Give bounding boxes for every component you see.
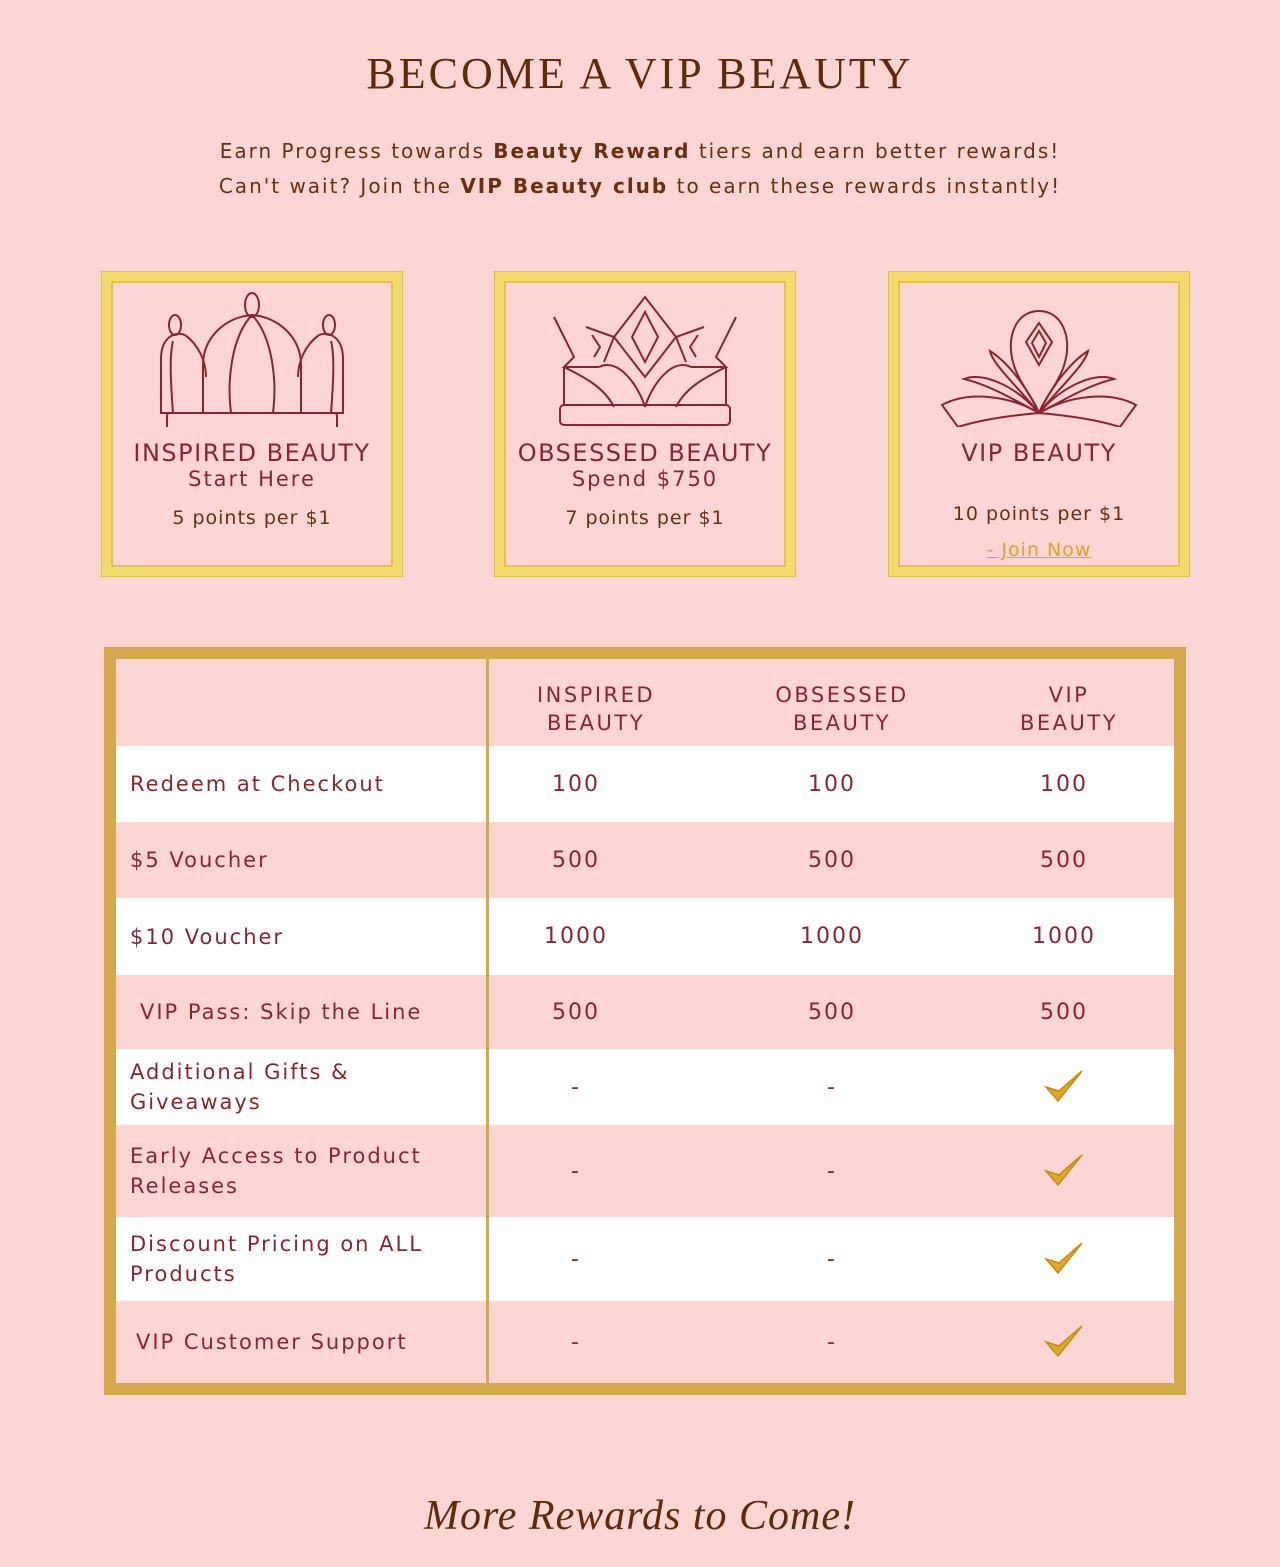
table-row (116, 1049, 1174, 1125)
tier-points: 10 points per $1 (952, 503, 1126, 525)
row-label: Redeem at Checkout (130, 772, 385, 796)
table-row (116, 822, 1174, 898)
cell-obsessed: - (827, 1246, 837, 1272)
table-row (116, 746, 1174, 822)
cell-inspired: - (571, 1329, 581, 1355)
check-icon (1042, 1322, 1086, 1362)
tiara-icon (898, 287, 1180, 427)
cell-vip: 500 (1040, 847, 1088, 873)
cell-vip: 1000 (1032, 924, 1096, 949)
column-header-inspired: INSPIRED BEAUTY (536, 683, 656, 735)
tier-name: INSPIRED BEAUTY (133, 439, 371, 467)
cell-obsessed: - (827, 1074, 837, 1100)
join-now-link[interactable]: - Join Now (986, 539, 1092, 561)
row-label: $5 Voucher (130, 848, 269, 872)
cell-obsessed: 500 (808, 847, 856, 873)
cell-vip (1004, 1217, 1124, 1301)
cell-obsessed: 100 (808, 771, 856, 797)
tier-requirement: Start Here (188, 467, 316, 491)
row-label: $10 Voucher (130, 924, 285, 949)
jeweled-crown-icon (504, 287, 786, 427)
intro-line-1: Earn Progress towards Beauty Reward tiers and earn better rewards! (219, 139, 1061, 163)
table-row (116, 975, 1174, 1049)
intro-line-2: Can't wait? Join the VIP Beauty club to earn these rewards instantly! (218, 174, 1062, 198)
footer-text: More Rewards to Come! (424, 1493, 856, 1539)
tier-points: 5 points per $1 (172, 507, 332, 529)
table-row (116, 1301, 1174, 1383)
cell-inspired: 1000 (544, 924, 608, 949)
cell-inspired: 100 (552, 771, 600, 797)
cell-vip (1004, 1125, 1124, 1217)
row-label: Additional Gifts & Giveaways (130, 1060, 350, 1114)
cell-inspired: 500 (552, 847, 600, 873)
tier-name: VIP BEAUTY (961, 439, 1117, 467)
cell-inspired: 500 (552, 999, 600, 1025)
column-header-vip: VIP BEAUTY (1019, 683, 1119, 735)
row-label: VIP Customer Support (136, 1330, 408, 1354)
table-row (116, 898, 1174, 975)
check-icon (1042, 1067, 1086, 1107)
check-icon (1042, 1151, 1086, 1191)
cell-inspired: - (571, 1246, 581, 1272)
tier-name: OBSESSED BEAUTY (517, 439, 773, 467)
row-label: VIP Pass: Skip the Line (140, 1000, 423, 1024)
intro-text (0, 134, 1280, 204)
row-label: Early Access to Product Releases (130, 1144, 422, 1198)
cell-vip: 100 (1040, 771, 1088, 797)
column-divider (486, 659, 489, 1383)
cell-obsessed: - (827, 1158, 837, 1184)
table-row (116, 1125, 1174, 1217)
column-header-obsessed: OBSESSED BEAUTY (775, 683, 909, 735)
cell-vip: 500 (1040, 999, 1088, 1025)
tier-card-inspired (102, 272, 402, 576)
tier-points: 7 points per $1 (565, 507, 725, 529)
tier-card-obsessed (495, 272, 795, 576)
cell-inspired: - (571, 1158, 581, 1184)
round-crown-icon (111, 287, 393, 427)
page-title: BECOME A VIP BEAUTY (366, 49, 914, 98)
tier-requirement: Spend $750 (571, 467, 719, 491)
tier-card-vip (889, 272, 1189, 576)
cell-vip (1004, 1301, 1124, 1383)
cell-vip (1004, 1049, 1124, 1125)
table-row (116, 1217, 1174, 1301)
cell-obsessed: 1000 (800, 924, 864, 949)
cell-obsessed: 500 (808, 999, 856, 1025)
cell-obsessed: - (827, 1329, 837, 1355)
cell-inspired: - (571, 1074, 581, 1100)
row-label: Discount Pricing on ALL Products (130, 1232, 423, 1286)
rewards-table (104, 647, 1186, 1395)
check-icon (1042, 1239, 1086, 1279)
